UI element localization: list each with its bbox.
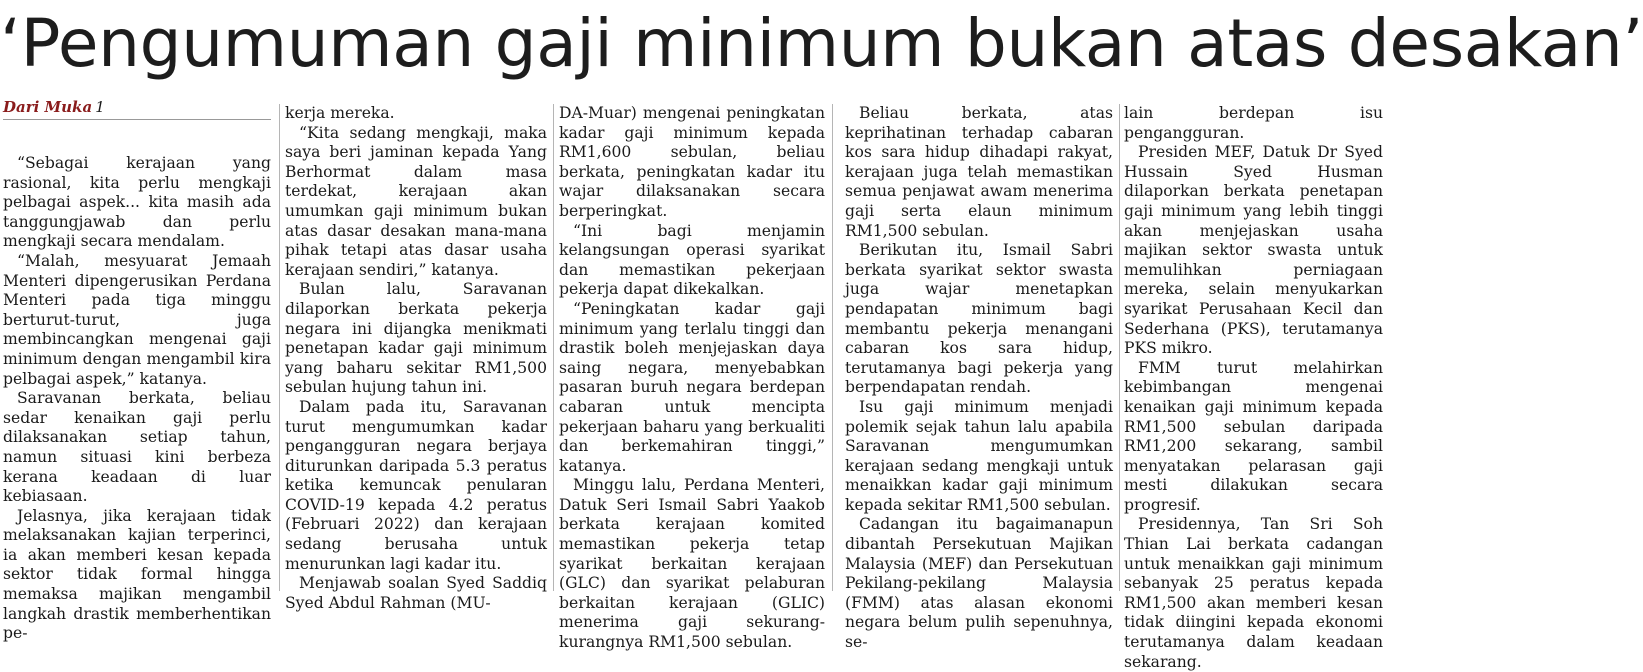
headline: ‘Pengumuman gaji minimum bukan atas desakan’ [0, 5, 1643, 82]
article-paragraph: Bulan lalu, Saravanan dilaporkan berkata pekerja negara ini dijangka menikmati penetapan kadar gaji minimum yang baharu sekitar RM1,500 sebulan hujung tahun ini. [285, 280, 547, 397]
article-column-4 [845, 104, 1113, 652]
column-divider [832, 104, 833, 591]
article-paragraph: “Sebagai kerajaan yang rasional, kita perlu mengkaji pelbagai aspek... kita masih ada tanggungjawab dan perlu mengkaji secara mendalam. [3, 154, 271, 251]
article-column-3 [559, 104, 825, 652]
article-paragraph: FMM turut melahirkan kebimbangan mengenai kenaikan gaji minimum kepada RM1,500 sebulan daripada RM1,200 sekarang, sambil menyatakan pelarasan gaji mesti dilakukan secara progresif. [1124, 358, 1383, 514]
article-paragraph: Berikutan itu, Ismail Sabri berkata syarikat sektor swasta juga wajar menetapkan pendapatan minimum bagi membantu pekerja menangani cabaran kos sara hidup, terutamanya bagi pekerja yang berpendapatan rendah. [845, 241, 1113, 397]
article-paragraph: Isu gaji minimum menjadi polemik sejak tahun lalu apabila Saravanan mengumumkan kerajaan sedang mengkaji untuk menaikkan kadar gaji minimum kepada sekitar RM1,500 sebulan. [845, 397, 1113, 514]
article-paragraph: “Malah, mesyuarat Jemaah Menteri dipengerusikan Perdana Menteri pada tiga minggu berturut-turut, juga membincangkan mengenai gaji minimum dengan mengambil kira pelbagai aspek,” katanya. [3, 251, 271, 388]
article-paragraph: Saravanan berkata, beliau sedar kenaikan gaji perlu dilaksanakan setiap tahun, namun situasi kini berbeza kerana keadaan di luar kebiasaan. [3, 389, 271, 506]
article-paragraph: Cadangan itu bagaimanapun dibantah Persekutuan Majikan Malaysia (MEF) dan Persekutuan Pekilang-pekilang Malaysia (FMM) atas alasan ekonomi negara belum pulih sepenuhnya, se- [845, 515, 1113, 652]
article-paragraph: “Kita sedang mengkaji, maka saya beri jaminan kepada Yang Berhormat dalam masa terdekat, kerajaan akan umumkan gaji minimum bukan atas dasar desakan mana-mana pihak tetapi atas dasar usaha kerajaan sendiri,” katanya. [285, 123, 547, 279]
column-divider [553, 104, 554, 591]
article-paragraph: Menjawab soalan Syed Saddiq Syed Abdul Rahman (MU- [285, 574, 547, 612]
article-column-5 [1124, 104, 1383, 671]
article-paragraph: Dalam pada itu, Saravanan turut mengumumkan kadar pengangguran negara berjaya diturunkan daripada 5.3 peratus ketika kemuncak penularan COVID-19 kepada 4.2 peratus (Februari 2022) dan kerajaan sedang berusaha untuk menurunkan lagi kadar itu. [285, 397, 547, 573]
article-paragraph: “Peningkatan kadar gaji minimum yang terlalu tinggi dan drastik boleh menjejaskan daya saing negara, menyebabkan pasaran buruh negara berdepan cabaran untuk mencipta pekerjaan baharu yang berkualiti dan berkemahiran tinggi,” katanya. [559, 299, 825, 475]
article-paragraph: kerja mereka. [285, 104, 395, 122]
article-paragraph: Jelasnya, jika kerajaan tidak melaksanakan kajian terperinci, ia akan memberi kesan kepada sektor tidak formal hingga memaksa majikan mengambil langkah drastik memberhentikan pe- [3, 506, 271, 643]
kicker [3, 96, 105, 118]
article-paragraph: Presiden MEF, Datuk Dr Syed Hussain Syed Husman dilaporkan berkata penetapan gaji minimum yang lebih tinggi akan menjejaskan usaha majikan sektor swasta untuk memulihkan perniagaan mereka, selain menyukarkan syarikat Perusahaan Kecil dan Sederhana (PKS), terutamanya PKS mikro. [1124, 143, 1383, 358]
kicker-label: Dari Muka [3, 98, 93, 116]
article-paragraph: Beliau berkata, atas keprihatinan terhadap cabaran kos sara hidup dihadapi rakyat, kerajaan juga telah memastikan semua penjawat awam menerima gaji serta elaun minimum RM1,500 sebulan. [845, 104, 1113, 240]
article-paragraph: Minggu lalu, Perdana Menteri, Datuk Seri Ismail Sabri Yaakob berkata kerajaan komited memastikan pekerja tetap syarikat berkaitan kerajaan (GLC) dan syarikat pelaburan berkaitan kerajaan (GLIC) menerima gaji sekurang-kurangnya RM1,500 sebulan. [559, 476, 825, 652]
kicker-page: 1 [95, 98, 105, 116]
article-paragraph: lain berdepan isu pengangguran. [1124, 104, 1383, 142]
article-column-1 [3, 154, 271, 643]
article-paragraph: “Ini bagi menjamin kelangsungan operasi syarikat dan memastikan pekerjaan pekerja dapat dikekalkan. [559, 221, 825, 299]
article-paragraph: Presidennya, Tan Sri Soh Thian Lai berkata cadangan untuk menaikkan gaji minimum sebanyak 25 peratus kepada RM1,500 akan memberi kesan tidak diingini kepada ekonomi terutamanya dalam keadaan sekarang. [1124, 515, 1383, 671]
kicker-rule [3, 119, 271, 120]
column-divider [1119, 104, 1120, 591]
article-paragraph: DA-Muar) mengenai peningkatan kadar gaji minimum kepada RM1,600 sebulan, beliau berkata, peningkatan kadar itu wajar dilaksanakan secara berperingkat. [559, 104, 825, 220]
column-divider [279, 104, 280, 591]
article-column-2 [285, 104, 547, 612]
